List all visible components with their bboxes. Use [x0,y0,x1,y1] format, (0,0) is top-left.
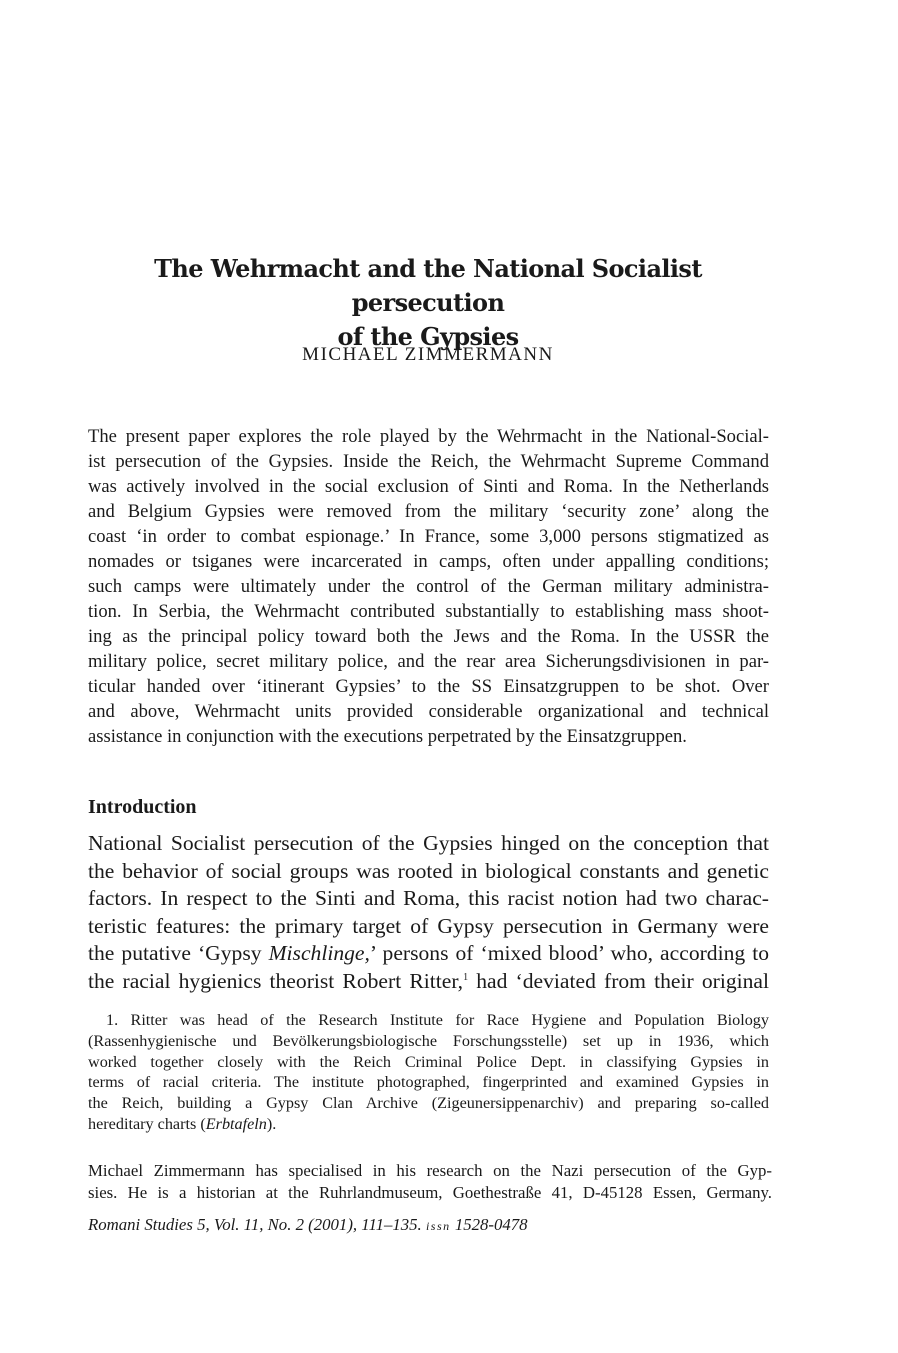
footnote-line: the Reich, building a Gypsy Clan Archive (Zigeunersippenarchiv) and preparing so-called [88,1094,769,1113]
author-name: MICHAEL ZIMMERMANN [302,344,554,365]
abstract-line: The present paper explores the role played by the Wehrmacht in the National-Social- [88,426,769,447]
issn-label: issn [425,1219,451,1233]
abstract-line: nomades or tsiganes were incarcerated in camps, often under appalling conditions; [88,551,769,572]
body-text: had ‘deviated from their original [468,968,770,993]
footnote-line: (Rassenhygienische und Bevölkerungsbiologische Forschungsstelle) set up in 1936, which [88,1031,769,1050]
journal-citation [88,1215,528,1235]
body-line: the behavior of social groups was rooted in biological constants and genetic [88,858,769,883]
footnote-line: 1. Ritter was head of the Research Institute for Race Hygiene and Population Biology [106,1011,769,1029]
bio-line: Michael Zimmermann has specialised in his research on the Nazi persecution of the Gyp- [88,1161,772,1180]
abstract [88,424,769,749]
footnote-line [88,1114,769,1135]
body-line: factors. In respect to the Sinti and Roma, this racist notion had two charac- [88,886,769,910]
footnote-marker: 1 [463,971,469,983]
footnote-1 [88,1010,769,1135]
body-line: teristic features: the primary target of Gypsy persecution in Germany were [88,913,769,938]
body-text: the putative ‘Gypsy [88,941,269,965]
article-title [88,252,768,354]
abstract-line: military police, secret military police, and the rear area Sicherungsdivisionen in par- [88,651,769,672]
abstract-line: assistance in conjunction with the executions perpetrated by the Einsatzgruppen. [88,726,687,747]
body-text: ’ persons of ‘mixed blood’ who, according to [369,941,769,965]
footnote-text: ). [266,1114,277,1133]
abstract-line: was actively involved in the social exclusion of Sinti and Roma. In the Netherlands [88,476,769,497]
body-line [88,940,769,968]
body-text: the racial hygienics theorist Robert Ritter, [88,968,464,993]
footnote-line: terms of racial criteria. The institute photographed, fingerprinted and examined Gypsies in [88,1073,769,1092]
abstract-line: ing as the principal policy toward both the Jews and the Roma. In the USSR the [88,626,769,647]
citation-text: 1528-0478 [450,1215,528,1234]
abstract-line: tion. In Serbia, the Wehrmacht contributed substantially to establishing mass shoot- [88,601,769,622]
footnote-text: hereditary charts ( [88,1114,206,1133]
abstract-line: ist persecution of the Gypsies. Inside the Reich, the Wehrmacht Supreme Command [88,451,769,472]
citation-text: Romani Studies 5, Vol. 11, No. 2 (2001), 111–135. [88,1215,426,1234]
intro-paragraph [88,830,769,995]
italic-term: Erbtafeln [205,1114,267,1133]
bio-line: sies. He is a historian at the Ruhrlandmuseum, Goethestraße 41, D-45128 Essen, Germany. [88,1183,772,1202]
article-title-line: The Wehrmacht and the National Socialist persecution [154,254,702,317]
abstract-line: coast ‘in order to combat espionage.’ In France, some 3,000 persons stigmatized as [88,526,769,547]
body-line: National Socialist persecution of the Gypsies hinged on the conception that [88,831,769,855]
abstract-line: and above, Wehrmacht units provided considerable organizational and technical [88,701,769,722]
abstract-line: such camps were ultimately under the control of the German military administra- [88,576,769,597]
article-title-line: of the Gypsies [337,322,519,351]
section-heading: Introduction [88,796,197,818]
abstract-line: and Belgium Gypsies were removed from the military ‘security zone’ along the [88,501,769,522]
body-line [88,968,769,996]
italic-term: Mischlinge, [268,941,370,965]
author-bio [88,1160,772,1204]
abstract-line: ticular handed over ‘itinerant Gypsies’ to the SS Einsatzgruppen to be shot. Over [88,676,769,697]
footnote-line: worked together closely with the Reich Criminal Police Dept. in classifying Gypsies in [88,1052,769,1071]
